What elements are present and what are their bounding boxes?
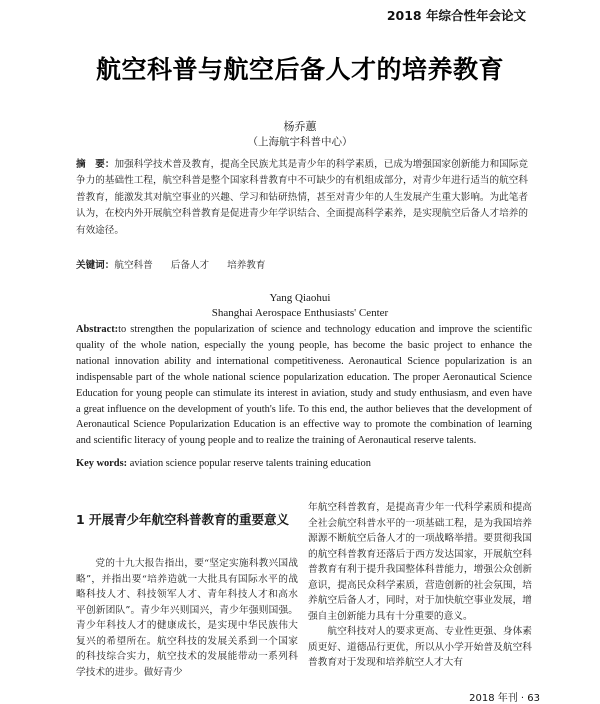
abstract-cn-text: 加强科学技术普及教育，提高全民族尤其是青少年的科学素质，已成为增强国家创新能力和国际竞争力的基础性工程，航空科普是整个国家科普教育中不可缺少的有机组成部分，对青少年进行适当的航空科普教育，能激发其对航空事业的兴趣、学习和钻研热情，甚至对青少年的人生发展产生重大影响。为此笔者认为，在校内外开展航空科普教育是促进青少年学识结合、全面提高科学素养，是实现航空后备人才培养的有效途径。 [76, 159, 529, 236]
running-header: 2018 年综合性年会论文 [386, 8, 526, 23]
abstract-en-text: to strengthen the popularization of science and technology education and improve the scientific quality of the whole nation, especially the young people, has become the basic project to enhance the national innovation ability and international competitiveness. Aeronautical Science popularization is an indispensable part of the whole national science popularization education. The proper Aeronautical Science Education for young people can stimulate its interest in aviation, study and study enthusiasm, and even have a great influence on the development of youth's life. To this end, the author believes that the development of Aeronautical Science Popularization Education is an effective way to promote the combination of learning and scientific literacy of young people and to realize the training of Aeronautical reserve talents. [76, 324, 532, 447]
section-1-right-paragraph-1: 年航空科普教育，是提高青少年一代科学素质和提高全社会航空科普水平的一项基础工程，是为我国培养源源不断航空后备人才的一项战略举措。要贯彻我国的航空科普教育还落后于西方发达国家，开展航空科普教育有利于提升我国整体科普能力，增强公众创新意识，提高民众科学素质，营造创新的社会氛围，培养航空后备人才，同时，对于加快航空事业发展，增强自主创新能力具有十分重要的意义。 [308, 502, 532, 622]
paper-title: 航空科普与航空后备人才的培养教育 [95, 55, 504, 84]
keywords-en [76, 458, 371, 469]
author-cn: 杨乔蕙 [283, 120, 317, 133]
abstract-cn-label: 摘 要： [76, 159, 115, 170]
section-1-right-column [308, 500, 532, 671]
abstract-en-label: Abstract: [76, 324, 119, 335]
affiliation-cn: （上海航宇科普中心） [247, 136, 353, 148]
keywords-en-text: aviation science popular reserve talents training education [129, 458, 371, 469]
keywords-en-label: Key words: [76, 458, 128, 469]
section-1-left-paragraph: 党的十九大报告指出，要“坚定实施科教兴国战略”，并指出要“培养造就一大批具有国际水平的战略科技人才、科技领军人才、青年科技人才和高水平创新团队”。青少年兴则国兴，青少年强则国强。青少年科技人才的健康成长，是实现中华民族伟大复兴的希望所在。航空科技的发展关系到一个国家的科技综合实力，航空技术的发展能带动一系列科学技术的进步。做好青少 [76, 558, 298, 678]
section-1-right-paragraph-2: 航空科技对人的要求更高、专业性更强、身体素质更好、道德品行更优，所以从小学开始普及航空科普教育对于发现和培养航空人才大有 [308, 626, 532, 668]
affiliation-en: Shanghai Aerospace Enthusiasts' Center [211, 307, 389, 319]
keyword-cn-item: 后备人才 [170, 260, 210, 271]
keyword-cn-item: 培养教育 [227, 260, 266, 271]
section-1-heading: 1 开展青少年航空科普教育的重要意义 [76, 512, 290, 527]
author-en: Yang Qiaohui [269, 292, 331, 304]
abstract-cn [76, 157, 528, 239]
keywords-cn [76, 257, 284, 271]
keyword-cn-item: 航空科普 [114, 260, 153, 271]
abstract-en [76, 322, 532, 449]
keywords-cn-label: 关键词： [76, 260, 115, 271]
page-footer: 2018 年刊 · 63 [469, 693, 540, 704]
